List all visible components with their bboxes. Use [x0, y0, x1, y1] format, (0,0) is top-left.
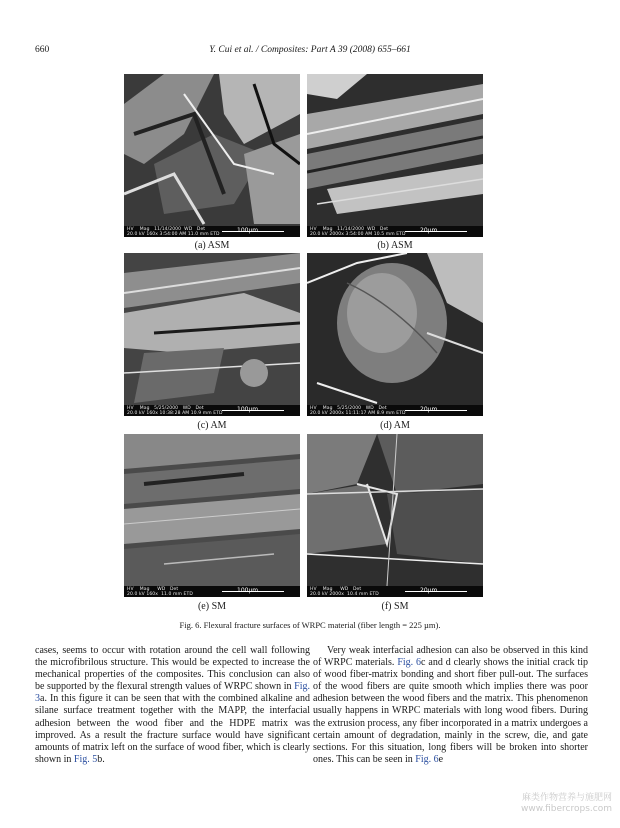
left-paragraph — [35, 645, 310, 766]
watermark-line2: www.fibercrops.com — [521, 804, 612, 814]
page-number: 660 — [35, 45, 50, 55]
sem-meta-line2-d: 20.0 kV 2000x 11:11:17 AM 8.9 mm ETD — [310, 410, 406, 416]
scale-label-b: 20µm — [420, 227, 438, 234]
sem-info-bar-a — [124, 226, 300, 237]
fracture-texture-f — [307, 434, 483, 586]
panel-caption-d: (d) AM — [380, 420, 410, 431]
panel-caption-c: (c) AM — [197, 420, 227, 431]
left-text-2: a. In this figure it can be seen that with the combined alkaline and silane surface treatment together with the MAPP, the interfacial adhesion between the wood fiber and the HDPE matrix was improved. As a result the fracture surface would have significant amounts of matrix left on the surface of wood fiber, which is clearly shown in — [35, 693, 310, 765]
scale-label-c: 100µm — [237, 406, 259, 413]
panel-caption-a: (a) ASM — [194, 240, 230, 251]
scale-label-e: 100µm — [237, 587, 259, 594]
site-watermark — [521, 793, 612, 815]
sem-image-f — [307, 434, 483, 597]
sem-meta-line1-b: HV Mag 11/14/2000 WD Det — [310, 226, 389, 232]
body-right-column — [313, 645, 588, 766]
scale-label-a: 100µm — [237, 227, 259, 234]
fracture-texture-d — [307, 253, 483, 405]
sem-info-bar-e — [124, 586, 300, 597]
panel-caption-e: (e) SM — [197, 601, 227, 612]
ref-link-fig3[interactable]: Fig. 3 — [35, 681, 310, 705]
right-text-2: c and d clearly shows the initial crack tip of wood fiber-matrix bonding and short fiber pull-out. The surfaces of the wood fibers are quite smooth which implies there was poor adhesion between the wood fibers and the matrix. This phenomenon usually happens in WRPC materials with long wood fibers. During the extrusion process, any fiber incorporated in a matrix undergoes a certain amount of degradation, mainly in the screw, die, and gate sections. For this situation, long fibers will be broken into shorter ones. This can be seen in — [313, 657, 588, 765]
sem-info-bar-b — [307, 226, 483, 237]
right-text-1: Very weak interfacial adhesion can also be observed in this kind of WRPC materials. — [313, 645, 588, 669]
scale-label-d: 20µm — [420, 406, 438, 413]
panel-caption-f: (f) SM — [381, 601, 409, 612]
left-text-3: b. — [97, 753, 105, 765]
fracture-texture-b — [307, 74, 483, 226]
figure-caption: Fig. 6. Flexural fracture surfaces of WRPC material (fiber length = 225 µm). — [179, 620, 441, 630]
sem-meta-line2-e: 20.0 kV 160x 11.0 mm ETD — [127, 591, 193, 597]
sem-info-bar-d — [307, 405, 483, 416]
scale-label-f: 20µm — [420, 587, 438, 594]
left-text-1: cases, seems to occur with rotation around the cell wall following the microfibrilous structure. This would be expected to increase the mechanical properties of the composites. This conclusion can also be supported by the flexural strength values of WRPC shown in — [35, 645, 310, 693]
sem-meta-line1-e: HV Mag WD Det — [127, 586, 179, 592]
running-title: Y. Cui et al. / Composites: Part A 39 (2008) 655–661 — [209, 45, 411, 55]
ref-link-fig6-b[interactable]: Fig. 6 — [415, 753, 439, 765]
sem-meta-line1-a: HV Mag 11/14/2000 WD Det — [127, 226, 206, 232]
sem-meta-line2-c: 20.0 kV 160x 10:38:28 AM 10.9 mm ETD — [127, 410, 223, 416]
ref-link-fig6-a[interactable]: Fig. 6 — [397, 657, 422, 669]
sem-image-c — [124, 253, 300, 416]
sem-meta-line2-a: 20.0 kV 160x 3:54:00 AM 11.0 mm ETD — [127, 231, 220, 237]
sem-meta-line1-c: HV Mag 5/25/2000 WD Det — [127, 405, 204, 411]
fracture-texture-c — [124, 253, 300, 405]
watermark-line1: 麻类作物营养与施肥网 — [521, 793, 612, 803]
sem-image-e — [124, 434, 300, 597]
sem-meta-line1-d: HV Mag 5/25/2000 WD Det — [310, 405, 387, 411]
body-left-column — [35, 645, 310, 766]
sem-info-bar-f — [307, 586, 483, 597]
right-text-3: e — [438, 753, 444, 765]
sem-image-b — [307, 74, 483, 237]
sem-info-bar-c — [124, 405, 300, 416]
right-paragraph — [313, 645, 588, 766]
panel-caption-b: (b) ASM — [377, 240, 413, 251]
sem-image-d — [307, 253, 483, 416]
ref-link-fig5[interactable]: Fig. 5 — [73, 753, 98, 765]
sem-meta-line2-f: 20.0 kV 2000x 10.4 mm ETD — [310, 591, 379, 597]
sem-meta-line2-b: 20.0 kV 2000x 3:54:00 AM 10.5 mm ETD — [310, 231, 406, 237]
fracture-texture-e — [124, 434, 300, 586]
sem-meta-line1-f: HV Mag WD Det — [310, 586, 362, 592]
sem-image-a — [124, 74, 300, 237]
fracture-texture-a — [124, 74, 300, 226]
